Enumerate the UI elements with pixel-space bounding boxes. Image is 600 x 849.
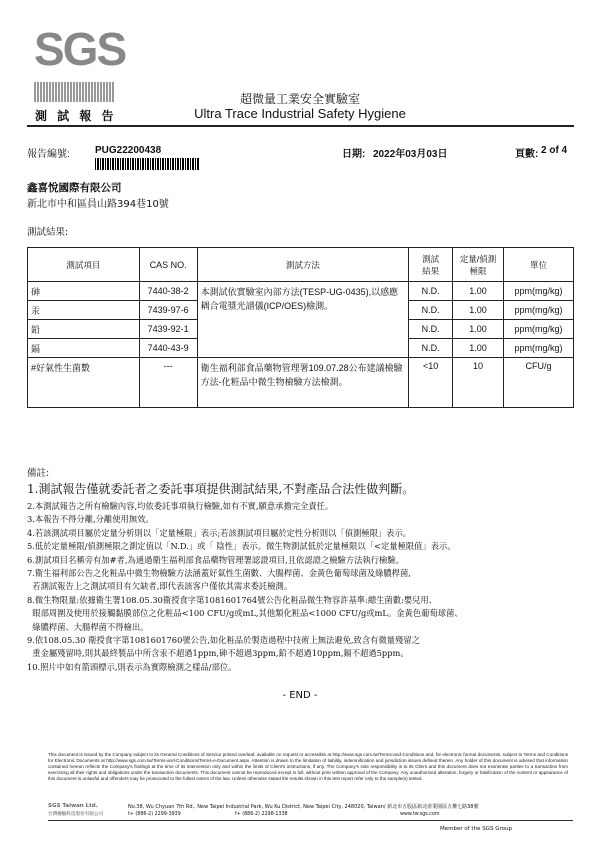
header-item: 測試項目	[28, 248, 140, 282]
footer-company-en: SGS Taiwan Ltd.	[48, 803, 98, 809]
cell-limit: 1.00	[453, 301, 504, 320]
client-address: 新北市中和區員山路394巷10號	[27, 199, 169, 210]
cell-item: 汞	[28, 301, 140, 320]
cell-unit: ppm(mg/kg)	[504, 339, 574, 358]
cell-limit: 1.00	[453, 339, 504, 358]
cell-limit: 1.00	[453, 282, 504, 301]
cell-unit: ppm(mg/kg)	[504, 301, 574, 320]
legal-disclaimer: This document is issued by the Company subject to its General Conditions of Service printed overleaf, available on request or accessible at http://www.sgs.com.tw/Terms-and-Conditions and, for electronic format documents, subject to Terms and Conditions for Electronic Documents at http://www.sgs.com.tw/Terms-and-Conditions/Terms-e-Document.aspx. Attention is drawn to the limitation of liability, indemnification and jurisdiction issues defined therein. Any holder of this document is advised that information contained hereon reflects the Company's findings at the time of its intervention only and within the limits of Client's instructions, if any. The Company's sole responsibility is to its Client and this document does not exonerate parties to a transaction from exercising all their rights and obligations under the transaction documents. This document cannot be reproduced except in full, without prior written approval of the Company. Any unauthorized alteration, forgery or falsification of the content or appearance of this document is unlawful and offenders may be prosecuted to the fullest extent of the law. Unless otherwise stated the results shown in this test report refer only to the sample(s) tested.	[48, 752, 568, 781]
barcode	[95, 158, 200, 170]
cell-unit: ppm(mg/kg)	[504, 320, 574, 339]
end-marker: - END -	[282, 690, 318, 701]
cell-unit: CFU/g	[504, 358, 574, 408]
lab-name-en: Ultra Trace Industrial Safety Hygiene	[194, 106, 406, 121]
note-item: 4.若該測試項目屬於定量分析則以「定量極限」表示;若該測試項目屬於定性分析則以「偵測極限」表示。	[27, 527, 412, 538]
cell-result: N.D.	[409, 339, 453, 358]
note-item: 綠膿桿菌、大腸桿菌不得檢出。	[27, 621, 149, 632]
footer-company-zh: 台灣檢驗科技股份有限公司	[48, 812, 104, 817]
table-row	[28, 282, 574, 301]
date-label: 日期:	[342, 149, 366, 160]
cell-method-micro: 衛生福利部食品藥物管理署109.07.28公布建議檢驗方法-化粧品中微生物檢驗方法檢測。	[197, 358, 409, 408]
report-title: 測 試 報 告	[35, 109, 117, 123]
note-item: 1.測試報告僅就委託者之委託事項提供測試結果,不對產品合法性做判斷。	[27, 482, 415, 496]
cell-result: N.D.	[409, 301, 453, 320]
client-company: 鑫喜悅國際有限公司	[27, 182, 122, 194]
cell-item: #好氣性生菌數	[28, 358, 140, 408]
report-date: 2022年03月03日	[373, 149, 448, 160]
footer-fax: f+ (886-2) 2298-1338	[235, 812, 288, 817]
note-item: 6.測試項目名稱旁有加#者,為通過衛生福利部食品藥物管理署認證項目,且依認證之檢驗方法執行檢驗。	[27, 554, 404, 565]
logo-text: SGS	[34, 23, 126, 75]
page-number: 2 of 4	[541, 145, 568, 156]
sgs-group-member: Member of the SGS Group	[440, 826, 512, 832]
table-row	[28, 358, 574, 408]
header-method: 測試方法	[197, 248, 409, 282]
note-item: 重金屬殘留時,則其最終製品中所含汞不超過1ppm,砷不超過3ppm,鉛不超過10ppm,鎘不超過5ppm。	[27, 648, 409, 659]
cell-item: 砷	[28, 282, 140, 301]
cell-item: 鎘	[28, 339, 140, 358]
report-no: PUG22200438	[95, 145, 162, 156]
results-label: 測試結果:	[27, 227, 69, 238]
cell-limit: 1.00	[453, 320, 504, 339]
page-label: 頁數:	[515, 149, 539, 160]
cell-cas: 7440-38-2	[139, 282, 197, 301]
cell-result: N.D.	[409, 320, 453, 339]
notes-list	[27, 480, 577, 674]
table-header-row	[28, 248, 574, 282]
note-item: 5.低於定量極限/偵測極限之測定值以「N.D.」或「 陰性」表示。微生物測試低於定量極限以「<定量極限值」表示。	[27, 541, 456, 552]
cell-result: <10	[409, 358, 453, 408]
notes-label: 備註:	[27, 468, 50, 479]
cell-cas: 7440-43-9	[139, 339, 197, 358]
header-result: 測試 結果	[409, 248, 453, 282]
note-item: 若測試報告上之測試項目有欠缺者,即代表該客户僅依其需求委託檢測。	[27, 581, 293, 592]
cell-cas: 7439-97-6	[139, 301, 197, 320]
report-no-label: 報告編號:	[27, 149, 70, 160]
cell-cas: 7439-92-1	[139, 320, 197, 339]
results-table	[27, 247, 574, 408]
cell-item: 鉛	[28, 320, 140, 339]
cell-method-icp: 本測試依實驗室內部方法(TESP-UG-0435),以感應耦合電漿光譜儀(ICP/OES)檢測。	[197, 282, 409, 358]
note-item: 3.本報告不得分離,分離使用無效。	[27, 514, 154, 525]
note-item: 8.微生物限量:依據衛生署108.05.30衛授食字第1081601764號公告化粧品微生物容許基準:總生菌數:嬰兒用、	[27, 594, 438, 605]
header-unit: 單位	[504, 248, 574, 282]
header-rule	[27, 125, 574, 127]
cell-result: N.D.	[409, 282, 453, 301]
note-item: 9.依108.05.30 衛授食字第1081601760號公告,如化粧品於製造過程中技術上無法避免,致含有微量殘留之	[27, 635, 420, 646]
footer-website: www.tw.sgs.com	[400, 812, 440, 817]
cell-unit: ppm(mg/kg)	[504, 282, 574, 301]
header-limit: 定量/偵測 極限	[453, 248, 504, 282]
footer-tel: t+ (886-2) 2299-3939	[128, 812, 181, 817]
note-item: 10.照片中如有箭頭標示,則表示為實際檢測之樣品/部位。	[27, 661, 237, 672]
footer-address: No.38, Wu Chyuan 7th Rd., New Taipei Industrial Park, Wu Ku District, New Taipei City, 248020, Taiwan/ 新北市五股區新北產業園區五權七路38號	[128, 804, 479, 810]
note-item: 7.衛生福利部公告之化粧品中微生物檢驗方法涵蓋好氣性生菌數、大腸桿菌、金黃色葡萄球菌及綠膿桿菌,	[27, 568, 411, 579]
footer-rule	[48, 820, 573, 821]
note-item: 2.本測試報告之所有檢驗內容,均依委託事項執行檢驗,如有不實,願意承擔完全責任。	[27, 501, 334, 511]
header-cas: CAS NO.	[139, 248, 197, 282]
note-item: 眼部周圍及使用於接觸黏膜部位之化粧品<100 CFU/g或mL,其他類化粧品<1000 CFU/g或mL。金黃色葡萄球菌、	[27, 608, 463, 619]
cell-limit: 10	[453, 358, 504, 408]
lab-name-zh: 超微量工業安全實驗室	[239, 92, 360, 106]
cell-cas: ---	[139, 358, 197, 408]
